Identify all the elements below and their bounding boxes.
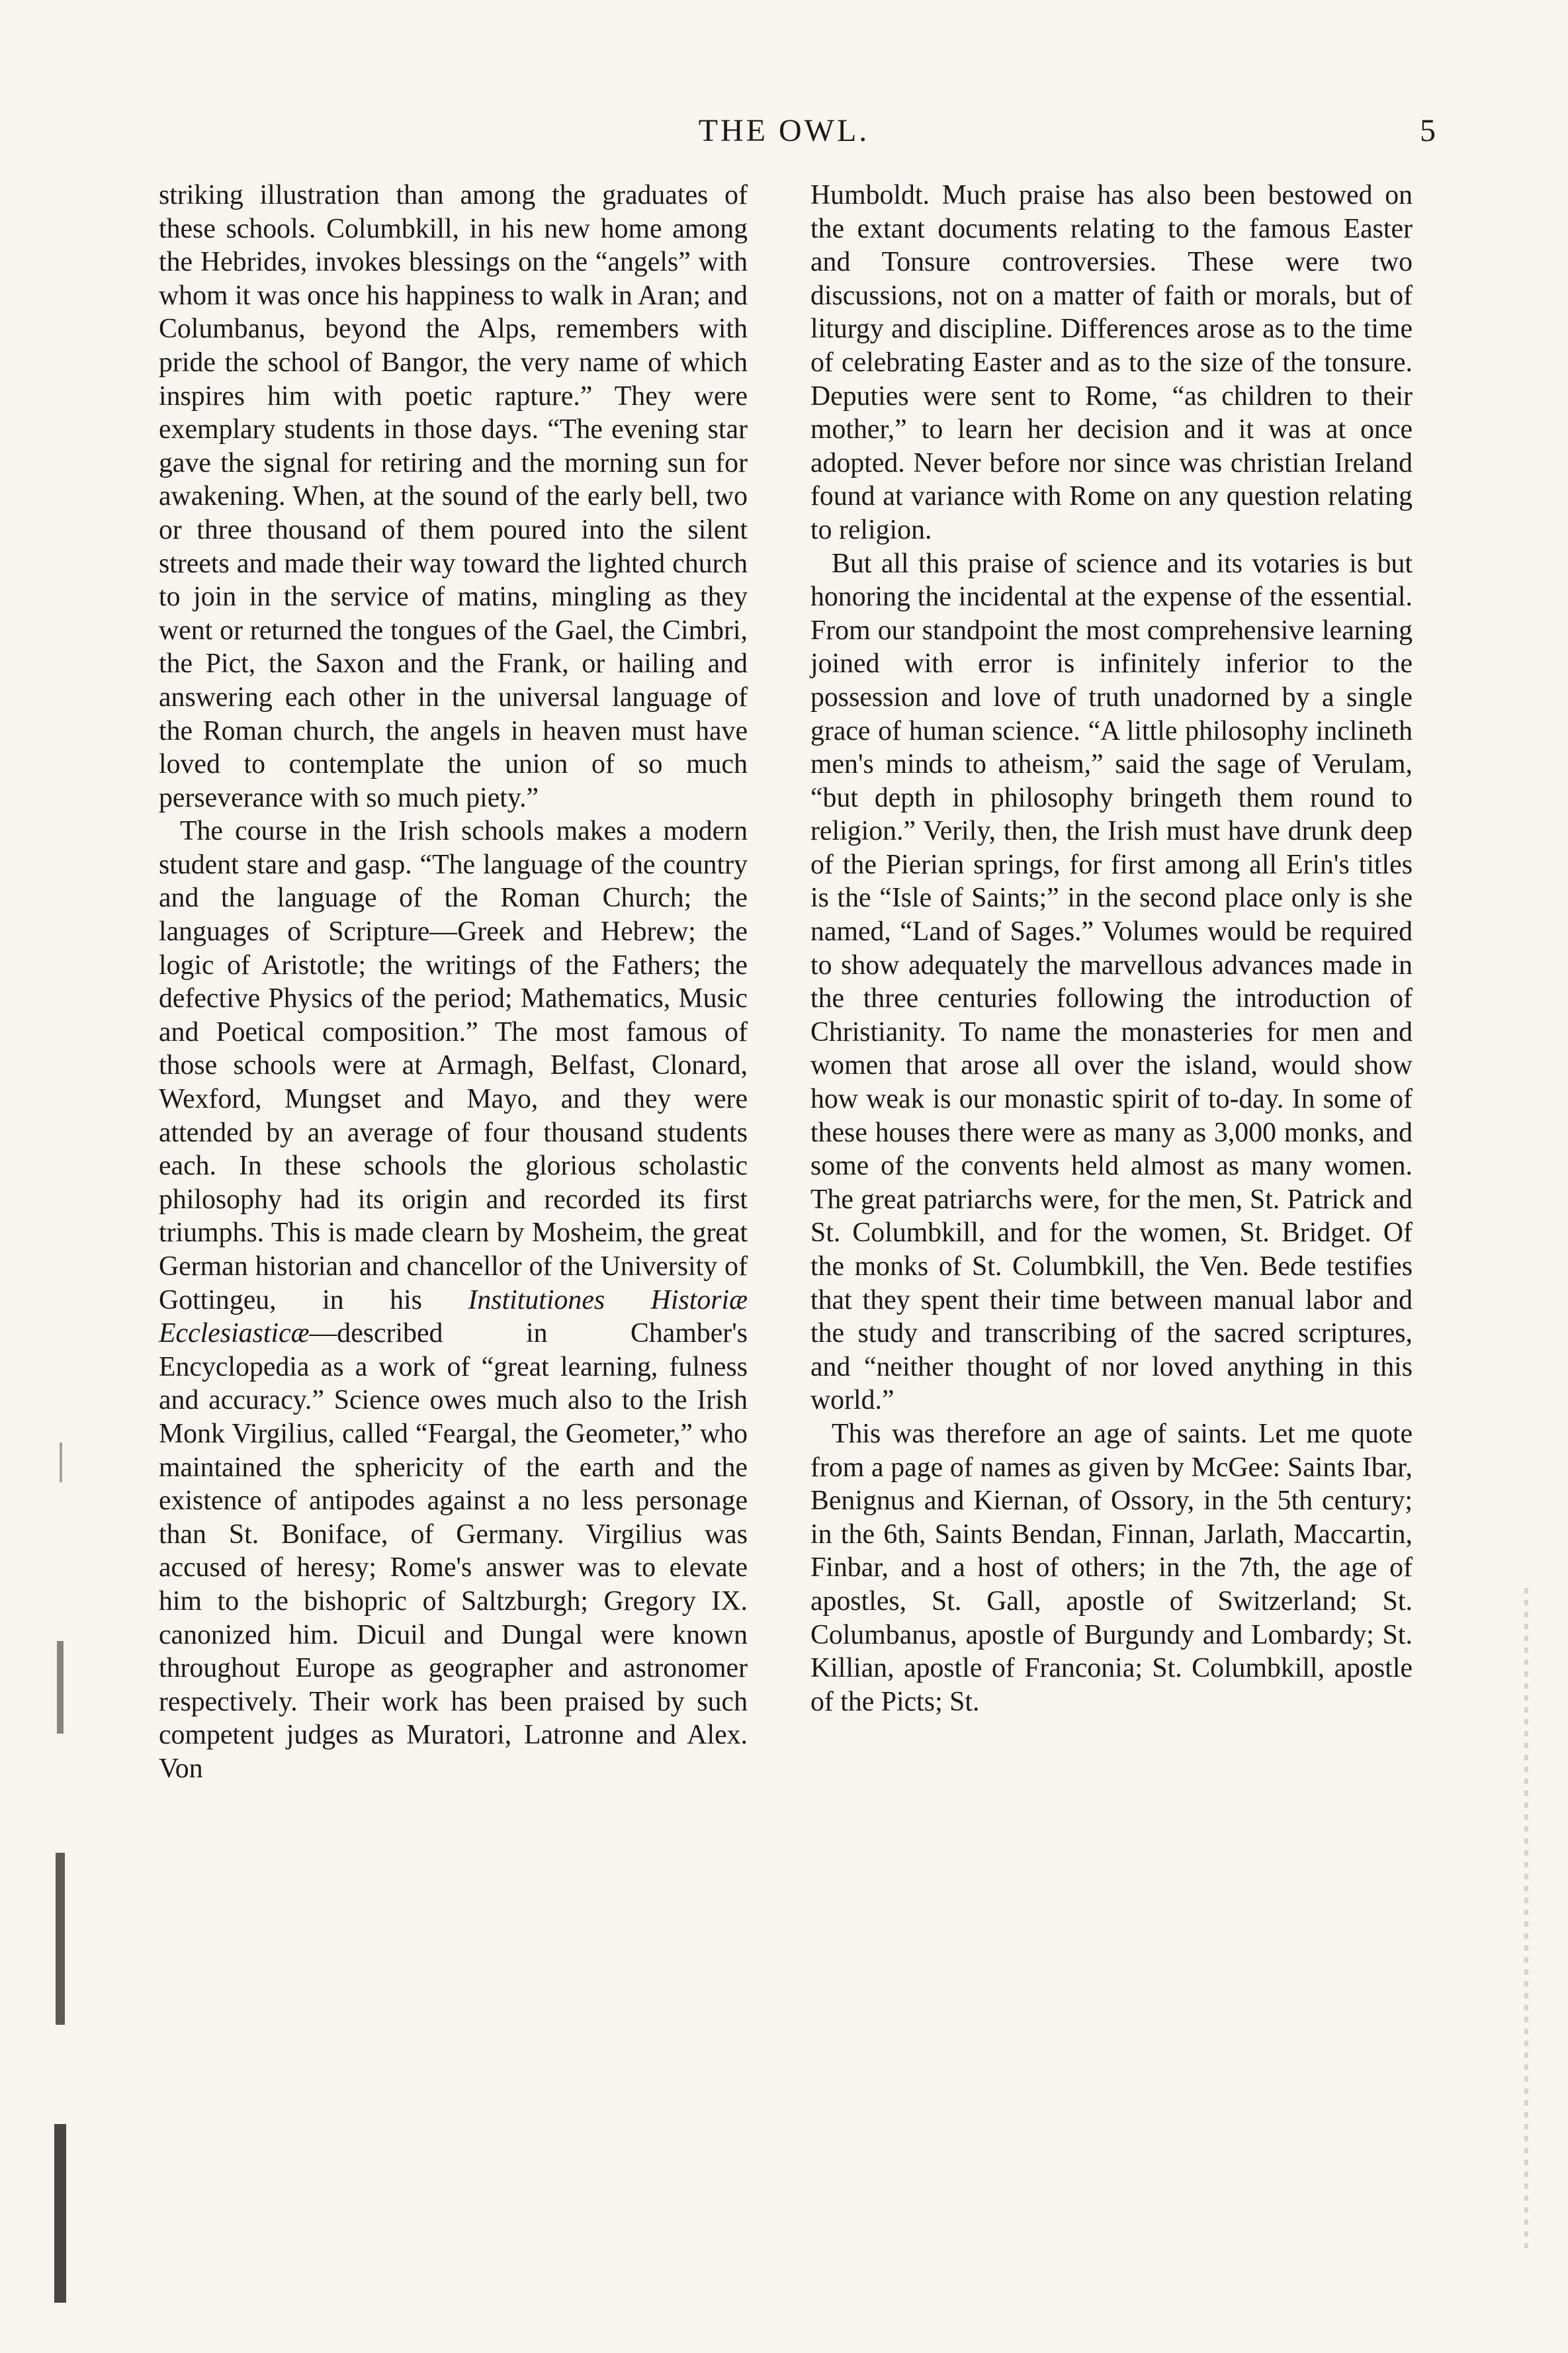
scan-mark <box>54 2124 66 2303</box>
scan-mark <box>56 1853 65 2025</box>
scan-artifact <box>52 1443 78 2303</box>
left-column <box>159 179 748 1786</box>
running-title: THE OWL. <box>698 113 870 148</box>
paragraph-text: The course in the Irish schools makes a modern student stare and gasp. “The language of the country and the language of the Roman Church; the languages of Scripture—Greek and Hebrew; the logic of Aristotle; the writings of the Fathers; the defective Physics of the period; Mathematics, Music and Poetical composition.” The most famous of those schools were at Armagh, Belfast, Clonard, Wexford, Mungset and Mayo, and they were attended by an average of four thousand students each. In these schools the glorious scholastic philosophy had its origin and recorded its first triumphs. This is made clearn by Mosheim, the great German historian and chancellor of the University of Gottingeu, in his <box>159 816 748 1315</box>
paragraph: This was therefore an age of saints. Let me quote from a page of names as given by McGee: Saints Ibar, Benignus and Kiernan, of Ossory, in the 5th century; in the 6th, Saints Bendan, Finnan, Jarlath, Maccartin, Finbar, and a host of others; in the 7th, the age of apostles, St. Gall, apostle of Switzerland; St. Columbanus, apostle of Burgundy and Lombardy; St. Killian, apostle of Franconia; St. Columbkill, apostle of the Picts; St. <box>810 1418 1413 1717</box>
paragraph-text-continued: —described in Chamber's Encyclopedia as a work of “great learning, fulness and accuracy.” Science owes much also to the Irish Monk Virgilius, called “Feargal, the Geometer,” who maintained the sphericity of the earth and the existence of antipodes against a no less personage than St. Boniface, of Germany. Virgilius was accused of heresy; Rome's answer was to elevate him to the bishopric of Saltzburgh; Gregory IX. canonized him. Dicuil and Dungal were known throughout Europe as geographer and astronomer respectively. Their work has been praised by such competent judges as Muratori, Latronne and Alex. Von <box>159 1318 748 1784</box>
right-column <box>810 179 1413 1718</box>
scan-mark <box>57 1641 64 1734</box>
running-head <box>0 112 1568 165</box>
page-edge-artifact <box>1524 1588 1528 2250</box>
paragraph: striking illustration than among the graduates of these schools. Columbkill, in his new home among the Hebrides, invokes blessings on the “angels” with whom it was once his happiness to walk in Aran; and Columbanus, beyond the Alps, remembers with pride the school of Bangor, the very name of which inspires him with poetic rapture.” They were exemplary students in those days. “The evening star gave the signal for retiring and the morning sun for awakening. When, at the sound of the early bell, two or three thousand of them poured into the silent streets and made their way toward the lighted church to join in the service of matins, mingling as they went or returned the tongues of the Gael, the Cimbri, the Pict, the Saxon and the Frank, or hailing and answering each other in the universal language of the Roman church, the angels in heaven must have loved to contemplate the union of so much perseverance with so much piety.” <box>159 180 748 813</box>
paragraph: But all this praise of science and its votaries is but honoring the incidental at the expense of the essential. From our standpoint the most comprehensive learning joined with error is infinitely inferior to the possession and love of truth unadorned by a single grace of human science. “A little philosophy inclineth men's minds to atheism,” said the sage of Verulam, “but depth in philosophy bringeth them round to religion.” Verily, then, the Irish must have drunk deep of the Pierian springs, for first among all Erin's titles is the “Isle of Saints;” in the second place only is she named, “Land of Sages.” Volumes would be required to show adequately the marvellous advances made in the three centuries following the introduction of Christianity. To name the monasteries for men and women that arose all over the island, would show how weak is our monastic spirit of to-day. In some of these houses there were as many as 3,000 monks, and some of the convents held almost as many women. The great patriarchs were, for the men, St. Patrick and St. Columbkill, and for the women, St. Bridget. Of the monks of St. Columbkill, the Ven. Bede testifies that they spent their time between manual labor and the study and transcribing of the sacred scriptures, and “neither thought of nor loved anything in this world.” <box>810 548 1413 1416</box>
scan-mark <box>60 1443 62 1482</box>
paragraph: Humboldt. Much praise has also been bestowed on the extant documents relating to the famous Easter and Tonsure controversies. These were two discussions, not on a matter of faith or morals, but of liturgy and discipline. Differences arose as to the time of celebrating Easter and as to the size of the tonsure. Deputies were sent to Rome, “as children to their mother,” to learn her decision and it was at once adopted. Never before nor since was christian Ireland found at variance with Rome on any question relating to religion. <box>810 180 1413 545</box>
book-title: Institutiones Historiæ Ecclesiasticæ <box>159 1284 748 1349</box>
paragraph <box>159 815 748 1785</box>
page-number: 5 <box>1420 113 1436 148</box>
